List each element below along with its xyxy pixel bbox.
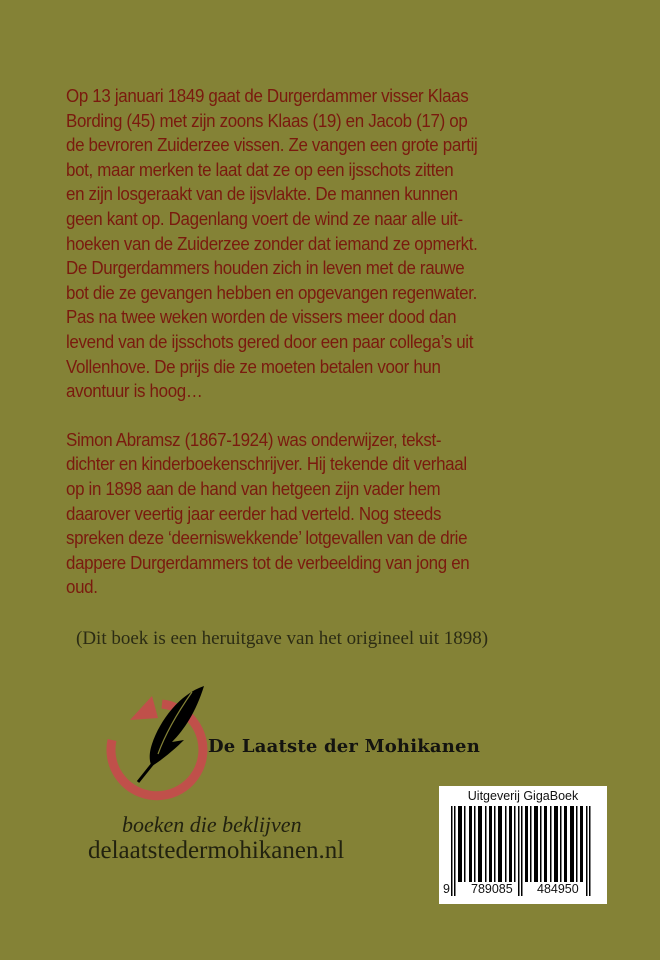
- blurb-line: avontuur is hoog…: [66, 381, 203, 402]
- blurb-line: Bording (45) met zijn zoons Klaas (19) en Jacob (17) op: [66, 110, 468, 131]
- barcode-digits-right: 484950: [537, 882, 579, 896]
- reissue-note: (Dit boek is een heruitgave van het origineel uit 1898): [76, 628, 489, 649]
- feather-quill-with-circular-arrow-icon: [100, 682, 220, 807]
- blurb-line: Simon Abramsz (1867-1924) was onderwijzer, tekst-: [66, 429, 442, 450]
- isbn-barcode: [439, 786, 607, 904]
- publisher-tagline: boeken die beklijven: [122, 812, 302, 837]
- blurb-line: de bevroren Zuiderzee vissen. Ze vangen een grote partij: [66, 135, 478, 156]
- barcode-digit-first: 9: [443, 882, 450, 896]
- blurb-line: levend van de ijsschots gered door een paar collega’s uit: [66, 331, 474, 352]
- publisher-name: De Laatste der Mohikanen: [208, 736, 480, 757]
- blurb-line: Pas na twee weken worden de vissers meer dood dan: [66, 307, 457, 328]
- barcode-bars: [439, 786, 607, 904]
- blurb-line: spreken deze ‘deerniswekkende’ lotgevallen van de drie: [66, 528, 468, 549]
- blurb-line: op in 1898 aan de hand van hetgeen zijn vader hem: [66, 478, 441, 499]
- blurb-line: De Durgerdammers houden zich in leven met de rauwe: [66, 258, 465, 279]
- blurb-line: hoeken van de Zuiderzee zonder dat iemand ze opmerkt.: [66, 233, 478, 254]
- blurb-line: bot die ze gevangen hebben en opgevangen regenwater.: [66, 282, 478, 303]
- blurb-line: bot, maar merken te laat dat ze op een ijsschots zitten: [66, 159, 454, 180]
- blurb-line: en zijn losgeraakt van de ijsvlakte. De mannen kunnen: [66, 184, 458, 205]
- blurb-line: geen kant op. Dagenlang voert de wind ze naar alle uit-: [66, 208, 463, 229]
- blurb-line: daarover veertig jaar eerder had verteld. Nog steeds: [66, 503, 442, 524]
- blurb-paragraph-author: [66, 428, 605, 600]
- blurb-line: Op 13 januari 1849 gaat de Durgerdammer visser Klaas: [66, 86, 469, 106]
- blurb-line: oud.: [66, 577, 98, 598]
- blurb-line: dichter en kinderboekenschrijver. Hij tekende dit verhaal: [66, 454, 467, 475]
- publisher-website: delaatstedermohikanen.nl: [88, 837, 345, 864]
- blurb-line: Vollenhove. De prijs die ze moeten betalen voor hun: [66, 356, 441, 377]
- blurb-line: dappere Durgerdammers tot de verbeelding van jong en: [66, 552, 470, 573]
- barcode-publisher-label: Uitgeverij GigaBoek: [467, 789, 579, 803]
- blurb-paragraph-story: [66, 84, 605, 404]
- back-cover-blurb: [66, 84, 605, 600]
- barcode-digits-left: 789085: [471, 882, 513, 896]
